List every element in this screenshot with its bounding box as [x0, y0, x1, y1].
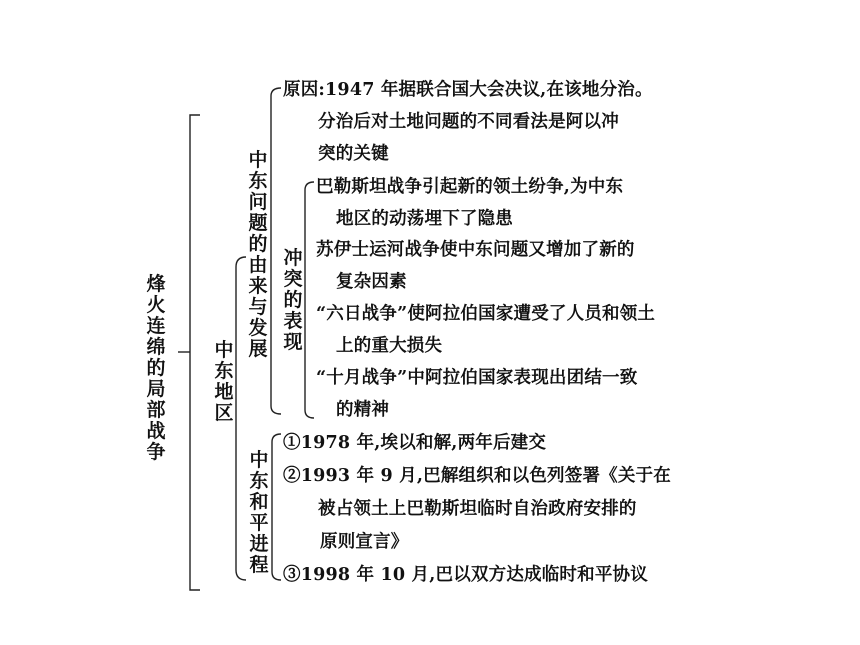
- conflict-2-line-1: 苏伊士运河战争使中东问题又增加了新的: [316, 240, 635, 260]
- origin-label: 中东问题的由来与发展: [248, 149, 268, 360]
- peace-bracket: [272, 434, 281, 580]
- peace-1-line-1: ①1978 年,埃以和解,两年后建交: [283, 433, 547, 453]
- region-label: 中东地区: [214, 339, 234, 424]
- cause-line-2: 分治后对土地问题的不同看法是阿以冲: [318, 112, 619, 132]
- conflict-1-line-1: 巴勒斯坦战争引起新的领土纷争,为中东: [316, 177, 624, 197]
- cause-line-3: 突的关键: [318, 144, 389, 164]
- origin-bracket: [271, 88, 281, 414]
- conflict-bracket: [305, 182, 314, 418]
- region-bracket: [236, 257, 246, 580]
- conflict-3-line-2: 上的重大损失: [336, 336, 443, 356]
- peace-2-line-2: 被占领土上巴勒斯坦临时自治政府安排的: [318, 499, 637, 519]
- conflict-4-line-1: “十月战争”中阿拉伯国家表现出团结一致: [316, 368, 638, 388]
- peace-3-line-1: ③1998 年 10 月,巴以双方达成临时和平协议: [283, 565, 648, 585]
- peace-2-line-1: ②1993 年 9 月,巴解组织和以色列签署《关于在: [283, 466, 671, 486]
- peace-label: 中东和平进程: [249, 449, 269, 576]
- conflict-1-line-2: 地区的动荡埋下了隐患: [336, 209, 513, 229]
- conflict-label: 冲突的表现: [283, 247, 303, 353]
- conflict-2-line-2: 复杂因素: [336, 272, 407, 292]
- conflict-4-line-2: 的精神: [336, 400, 390, 420]
- root-label: 烽火连绵的局部战争: [146, 273, 166, 463]
- root-bracket: [190, 115, 200, 590]
- cause-line-1: 原因:1947 年据联合国大会决议,在该地分治。: [283, 80, 653, 100]
- peace-2-line-3: 原则宣言》: [320, 532, 409, 552]
- conflict-3-line-1: “六日战争”使阿拉伯国家遭受了人员和领土: [316, 304, 656, 324]
